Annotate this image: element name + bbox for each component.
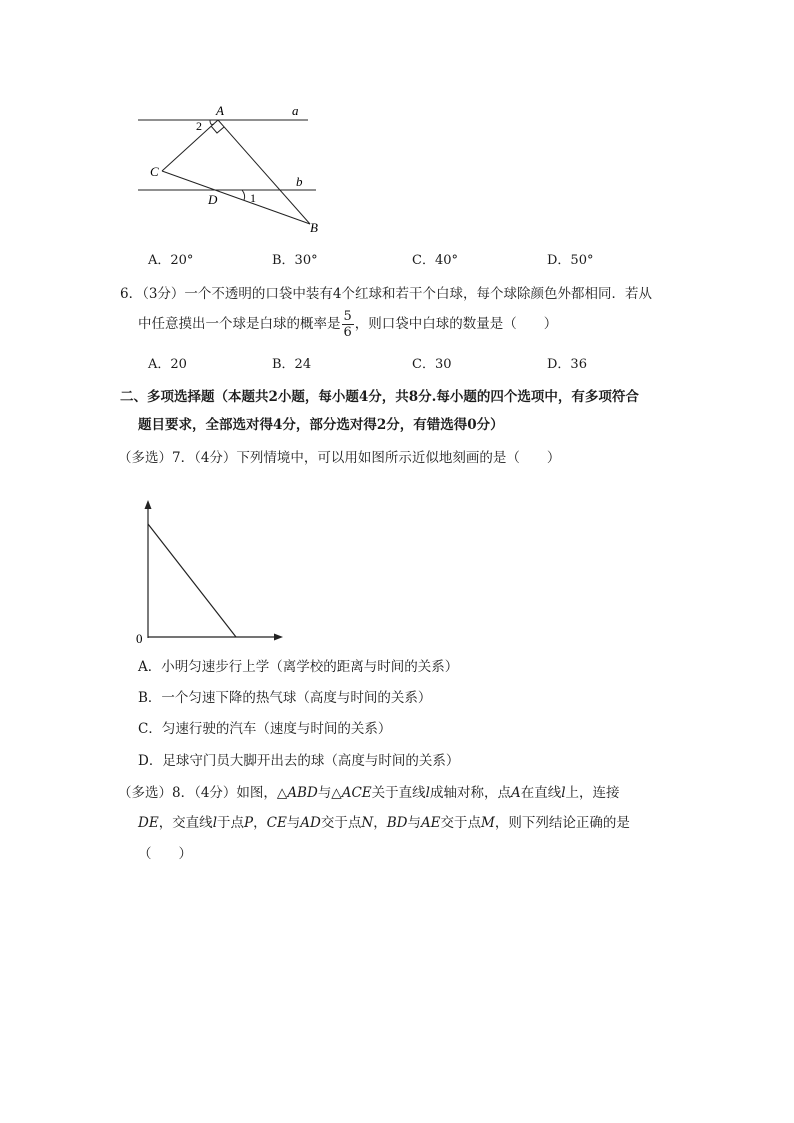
q8-text: ，交直线 (158, 815, 213, 831)
triangle-abd: ABD (287, 785, 318, 801)
q6-option-a[interactable]: A．20 (148, 357, 187, 372)
decreasing-line (148, 524, 236, 637)
segment-ae: AE (420, 815, 441, 831)
q8-text: 于点 (217, 815, 245, 831)
right-angle-mark (211, 126, 224, 133)
q6-stem-line1: 6．（3分）一个不透明的口袋中装有4个红球和若干个白球，每个球除颜色外都相同．若从 (120, 286, 653, 302)
label-a: a (292, 103, 299, 118)
q8-text: 与 (407, 815, 421, 831)
q8-text: 关于直线 (371, 785, 426, 801)
geometry-figure-parallel-lines (130, 100, 330, 240)
q8-stem-line2 (138, 811, 630, 831)
triangle-ace: ACE (341, 785, 372, 801)
segment-de: DE (138, 815, 159, 831)
probability-fraction (342, 310, 354, 339)
q6-stem-post: ，则口袋中白球的数量是（ ） (354, 316, 558, 332)
q7-function-graph (130, 498, 290, 648)
segment-AC (162, 120, 218, 171)
point-m: M (481, 815, 495, 831)
origin-label: 0 (136, 631, 143, 646)
q7-option-c[interactable]: C．匀速行驶的汽车（速度与时间的关系） (138, 721, 392, 737)
q8-text: 上，连接 (565, 785, 620, 801)
label-C: C (150, 164, 159, 179)
label-b: b (296, 174, 303, 189)
label-1: 1 (250, 191, 256, 205)
angle-1-arc (242, 190, 245, 200)
q7-option-d[interactable]: D．足球守门员大脚开出去的球（高度与时间的关系） (138, 753, 460, 769)
q8-answer-blank[interactable]: （ ） (138, 846, 192, 862)
label-B: B (310, 220, 318, 235)
line-l: l (212, 815, 218, 831)
q6-stem-line2 (138, 310, 557, 339)
y-axis-arrow (145, 500, 152, 509)
label-A: A (216, 103, 224, 118)
q6-option-b[interactable]: B．24 (272, 357, 312, 372)
q7-option-b[interactable]: B．一个匀速下降的热气球（高度与时间的关系） (138, 690, 432, 706)
line-l: l (425, 785, 430, 801)
segment-CB (162, 171, 310, 224)
section2-header-line1: 二、多项选择题（本题共2小题，每小题4分，共8分.每小题的四个选项中，有多项符合 (120, 389, 639, 405)
fraction-numerator: 5 (343, 309, 352, 324)
fraction-denominator: 6 (343, 325, 352, 340)
q8-text: ， (373, 815, 387, 831)
point-n: N (361, 815, 374, 831)
x-axis-arrow (274, 634, 283, 641)
q6-option-c[interactable]: C．30 (412, 357, 452, 372)
angle-2-arc (210, 120, 214, 125)
q8-stem-line1 (118, 781, 620, 801)
segment-ce: CE (266, 815, 287, 831)
q5-option-d[interactable]: D．50° (547, 253, 594, 268)
q5-option-b[interactable]: B．30° (272, 253, 318, 268)
q5-option-c[interactable]: C．40° (412, 253, 458, 268)
point-a: A (510, 785, 521, 801)
point-p: P (244, 815, 254, 831)
q8-text: 与△ (317, 785, 342, 801)
q6-option-d[interactable]: D．36 (547, 357, 587, 372)
section2-header-line2: 题目要求，全部选对得4分，部分选对得2分，有错选得0分） (138, 417, 504, 433)
q8-text: 与 (286, 815, 301, 831)
q8-text: 交于点 (320, 815, 362, 831)
q8-text: 成轴对称，点 (429, 785, 511, 801)
q5-option-a[interactable]: A．20° (148, 253, 194, 268)
q7-stem: （多选）7．（4分）下列情境中，可以用如图所示近似地刻画的是（ ） (118, 450, 561, 466)
line-l: l (561, 785, 566, 801)
q8-text: 在直线 (520, 785, 562, 801)
segment-bd: BD (386, 815, 408, 831)
q7-option-a[interactable]: A．小明匀速步行上学（离学校的距离与时间的关系） (138, 659, 459, 675)
segment-AB (218, 120, 310, 224)
q8-text: ， (253, 815, 267, 831)
label-D: D (208, 192, 218, 207)
segment-ad: AD (300, 815, 321, 831)
q8-text: ，则下列结论正确的是 (494, 815, 630, 831)
label-2: 2 (196, 119, 202, 133)
q6-stem-pre: 中任意摸出一个球是白球的概率是 (138, 316, 341, 332)
q8-text: 交于点 (440, 815, 482, 831)
q8-text: （多选）8．（4分）如图，△ (118, 785, 288, 801)
